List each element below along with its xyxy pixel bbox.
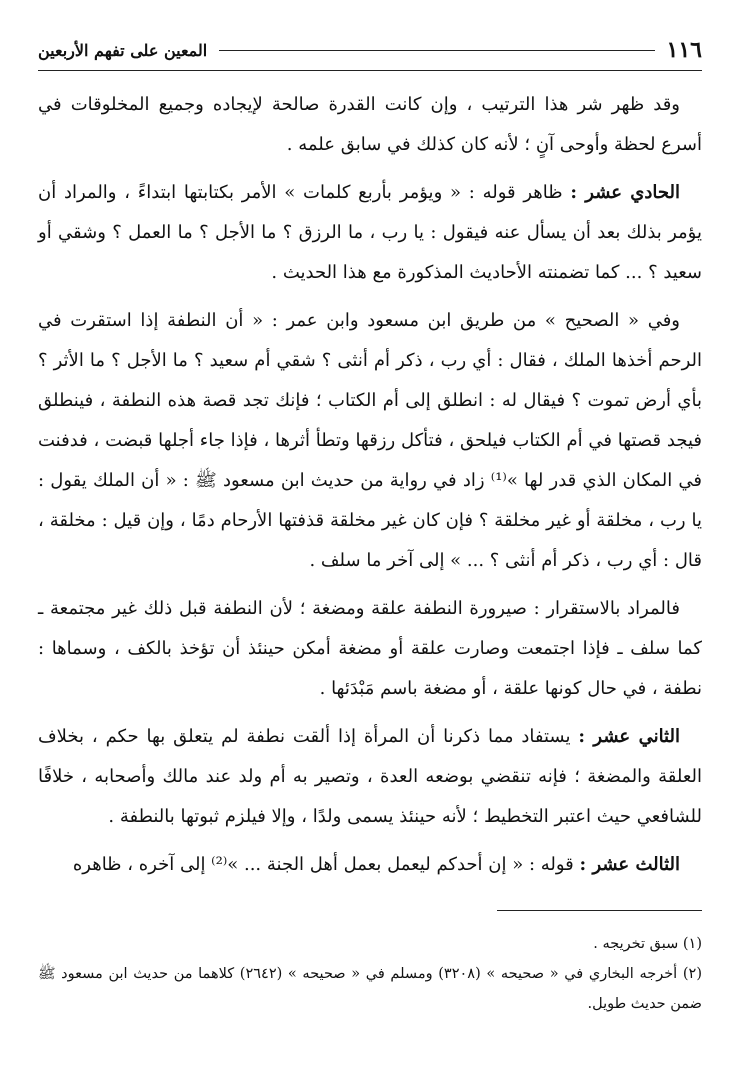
paragraph-4 [38, 589, 702, 709]
footnotes [38, 910, 702, 1019]
paragraph-5 [38, 717, 702, 837]
paragraph-text: ظاهر قوله : « ويؤمر بأربع كلمات » الأمر بكتابتها ابتداءً ، والمراد أن يؤمر بذلك بعد أن يسأل عنه فيقول : يا رب ، ما الرزق ؟ ما الأجل ؟ ما العمل ؟ وشقي أو سعيد ؟ ... كما تضمنته الأحاديث المذكورة مع هذا الحديث . [38, 182, 702, 283]
footnote-marker: (٢) [682, 966, 703, 982]
page-number: ١١٦ [666, 37, 702, 63]
paragraph-6 [38, 845, 702, 885]
paragraph-1 [38, 85, 702, 165]
paragraph-3 [38, 301, 702, 581]
book-title: المعين على تفهم الأربعين [38, 40, 208, 60]
header-rule [219, 50, 654, 51]
running-header [38, 30, 702, 71]
footnote-text: سبق تخريجه . [593, 936, 679, 952]
paragraph-lead: الثالث عشر : [579, 854, 680, 875]
paragraph-text: قوله : « إن أحدكم ليعمل بعمل أهل الجنة ... »⁽²⁾ إلى آخره ، ظاهره [72, 854, 574, 875]
paragraph-text: وفي « الصحيح » من طريق ابن مسعود وابن عمر : « أن النطفة إذا استقرت في الرحم أخذها الملك ، فقال : أي رب ، ذكر أم أنثى ؟ شقي أم سعيد ؟ ما الأجل ؟ ما الأثر ؟ بأي أرض تموت ؟ فيقال له : انطلق إلى أم الكتاب ؛ فإنك تجد قصة هذه النطفة ، فينطلق فيجد قصتها في أم الكتاب فيلحق ، فتأكل رزقها وتطأ أثرها ، فإذا جاء أجلها قبضت ، فدفنت في المكان الذي قدر لها »⁽¹⁾ زاد في رواية من حديث ابن مسعود ﷺ : « أن الملك يقول : يا رب ، مخلقة أو غير مخلقة ؟ فإن كان غير مخلقة قذفتها الأرحام دمًا ، وإن قيل : مخلقة ، قال : أي رب ، ذكر أم أنثى ؟ ... » إلى آخر ما سلف . [38, 310, 703, 571]
paragraph-text: وقد ظهر شر هذا الترتيب ، وإن كانت القدرة صالحة لإيجاده وجميع المخلوقات في أسرع لحظة وأوحى آنٍ ؛ لأنه كان كذلك في سابق علمه . [38, 94, 702, 155]
footnote-2 [38, 959, 702, 1019]
book-page [38, 30, 702, 1047]
paragraph-lead: الثاني عشر : [578, 726, 680, 747]
footnote-rule [497, 910, 702, 911]
paragraph-2 [38, 173, 702, 293]
footnote-text: أخرجه البخاري في « صحيحه » (٣٢٠٨) ومسلم في « صحيحه » (٢٦٤٢) كلاهما من حديث ابن مسعود ﷺ ضمن حديث طويل. [38, 966, 702, 1012]
paragraph-text: فالمراد بالاستقرار : صيرورة النطفة علقة ومضغة ؛ لأن النطفة قبل ذلك غير مجتمعة ـ كما سلف ـ فإذا اجتمعت وصارت علقة أو مضغة أمكن حينئذ أن تؤخذ بالكف ، وسماها : نطفة ، في حال كونها علقة ، أو مضغة باسم مَبْدَئها . [38, 598, 702, 699]
body-text [38, 85, 702, 885]
paragraph-lead: الحادي عشر : [570, 182, 680, 203]
footnote-1 [38, 929, 702, 959]
paragraph-text: يستفاد مما ذكرنا أن المرأة إذا ألقت نطفة لم يتعلق بها حكم ، بخلاف العلقة والمضغة ؛ فإنه تنقضي بوضعه العدة ، وتصير به أم ولد عند مالك وأصحابه ، خلافًا للشافعي حيث اعتبر التخطيط ؛ لأنه حينئذ يسمى ولدًا ، وإلا فيلزم ثبوتها بالنطفة . [38, 726, 702, 827]
footnote-marker: (١) [682, 936, 702, 952]
